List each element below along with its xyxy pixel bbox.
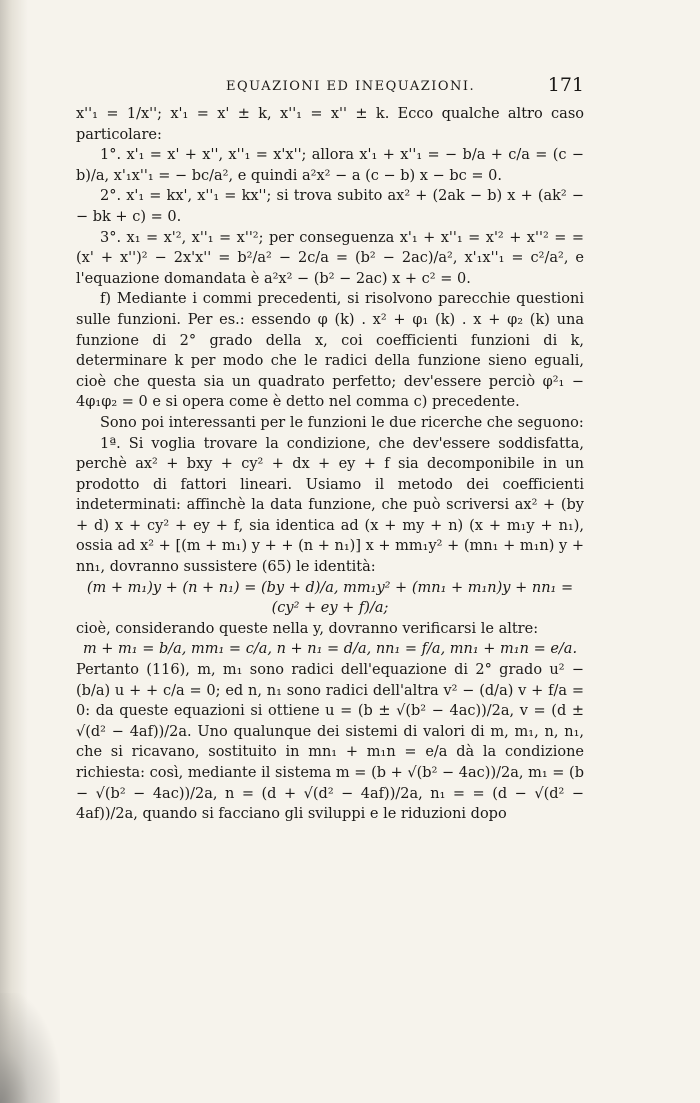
page-corner-stain [0,993,60,1103]
display-equation: (m + m₁)y + (n + n₁) = (by + d)/a, mm₁y² + (mn₁ + m₁n)y + nn₁ = (cy² + ey + f)/a; [86,579,574,617]
paragraph: 1°. x'₁ = x' + x'', x''₁ = x'x''; allora x'₁ + x''₁ = − b/a + c/a = (c − b)/a, x'₁x''₁ = − bc/a², e quindi a²x² − a (c − b) x − bc = 0. [76,147,584,184]
paragraph: f) Mediante i commi precedenti, si risolvono parecchie questioni sulle funzioni. Per es.: essendo φ (k) . x² + φ₁ (k) . x + φ₂ (k) una funzione di 2° grado della x, coi coefficienti funzioni di k, determinare k per modo che le radici della funzione sieno eguali, cioè che questa sia un quadrato perfetto; dev'essere perciò φ²₁ − 4φ₁φ₂ = 0 e si opera come è detto nel comma c) precedente. [76,291,584,411]
page-header [76,74,584,100]
paragraph: 3°. x₁ = x'², x''₁ = x''²; per conseguenza x'₁ + x''₁ = x'² + x''² = = (x' + x'')² − 2x'x'' = b²/a² − 2c/a = (b² − 2ac)/a², x'₁x''₁ = c²/a², e l'equazione domandata è a²x² − (b² − 2ac) x + c² = 0. [76,229,584,287]
page-number: 171 [547,74,584,96]
page-edge-shadow [0,0,28,1103]
running-head: EQUAZIONI ED INEQUAZIONI. [226,79,476,94]
display-equation: m + m₁ = b/a, mm₁ = c/a, n + n₁ = d/a, nn₁ = f/a, mn₁ + m₁n = e/a. [82,641,578,658]
paragraph: cioè, considerando queste nella y, dovranno verificarsi le altre: [76,620,539,637]
paragraph: x''₁ = 1/x''; x'₁ = x' ± k, x''₁ = x'' ± k. Ecco qualche altro caso particolare: [76,106,584,143]
paragraph: Pertanto (116), m, m₁ sono radici dell'equazione di 2° grado u² − (b/a) u + + c/a = 0; ed n, n₁ sono radici dell'altra v² − (d/a) v + f/a = 0: da queste equazioni si ottiene u = (b ± √(b² − 4ac))/2a, v = (d ± √(d² − 4af))/2a. Uno qualunque dei sistemi di valori di m, m₁, n, n₁, che si ricavano, sostituito in mn₁ + m₁n = e/a dà la condizione richiesta: così, mediante il sistema m = (b + √(b² − 4ac))/2a, m₁ = (b − √(b² − 4ac))/2a, n = (d + √(d² − 4af))/2a, n₁ = = (d − √(d² − 4af))/2a, quando si facciano gli sviluppi e le riduzioni dopo [76,662,584,823]
paragraph: Sono poi interessanti per le funzioni le due ricerche che seguono: [100,414,584,431]
body-text [76,104,584,825]
paragraph: 1ª. Si voglia trovare la condizione, che dev'essere soddisfatta, perchè ax² + bxy + cy² + dx + ey + f sia decomponibile in un prodotto di fattori lineari. Usiamo il metodo dei coefficienti indeterminati: affinchè la data funzione, che può scriversi ax² + (by + d) x + cy² + ey + f, sia identica ad (x + my + n) (x + m₁y + n₁), ossia ad x² + [(m + m₁) y + + (n + n₁)] x + mm₁y² + (mn₁ + m₁n) y + nn₁, dovranno sussistere (65) le identità: [76,435,584,576]
paragraph: 2°. x'₁ = kx', x''₁ = kx''; si trova subito ax² + (2ak − b) x + (ak² − − bk + c) = 0. [76,188,584,225]
